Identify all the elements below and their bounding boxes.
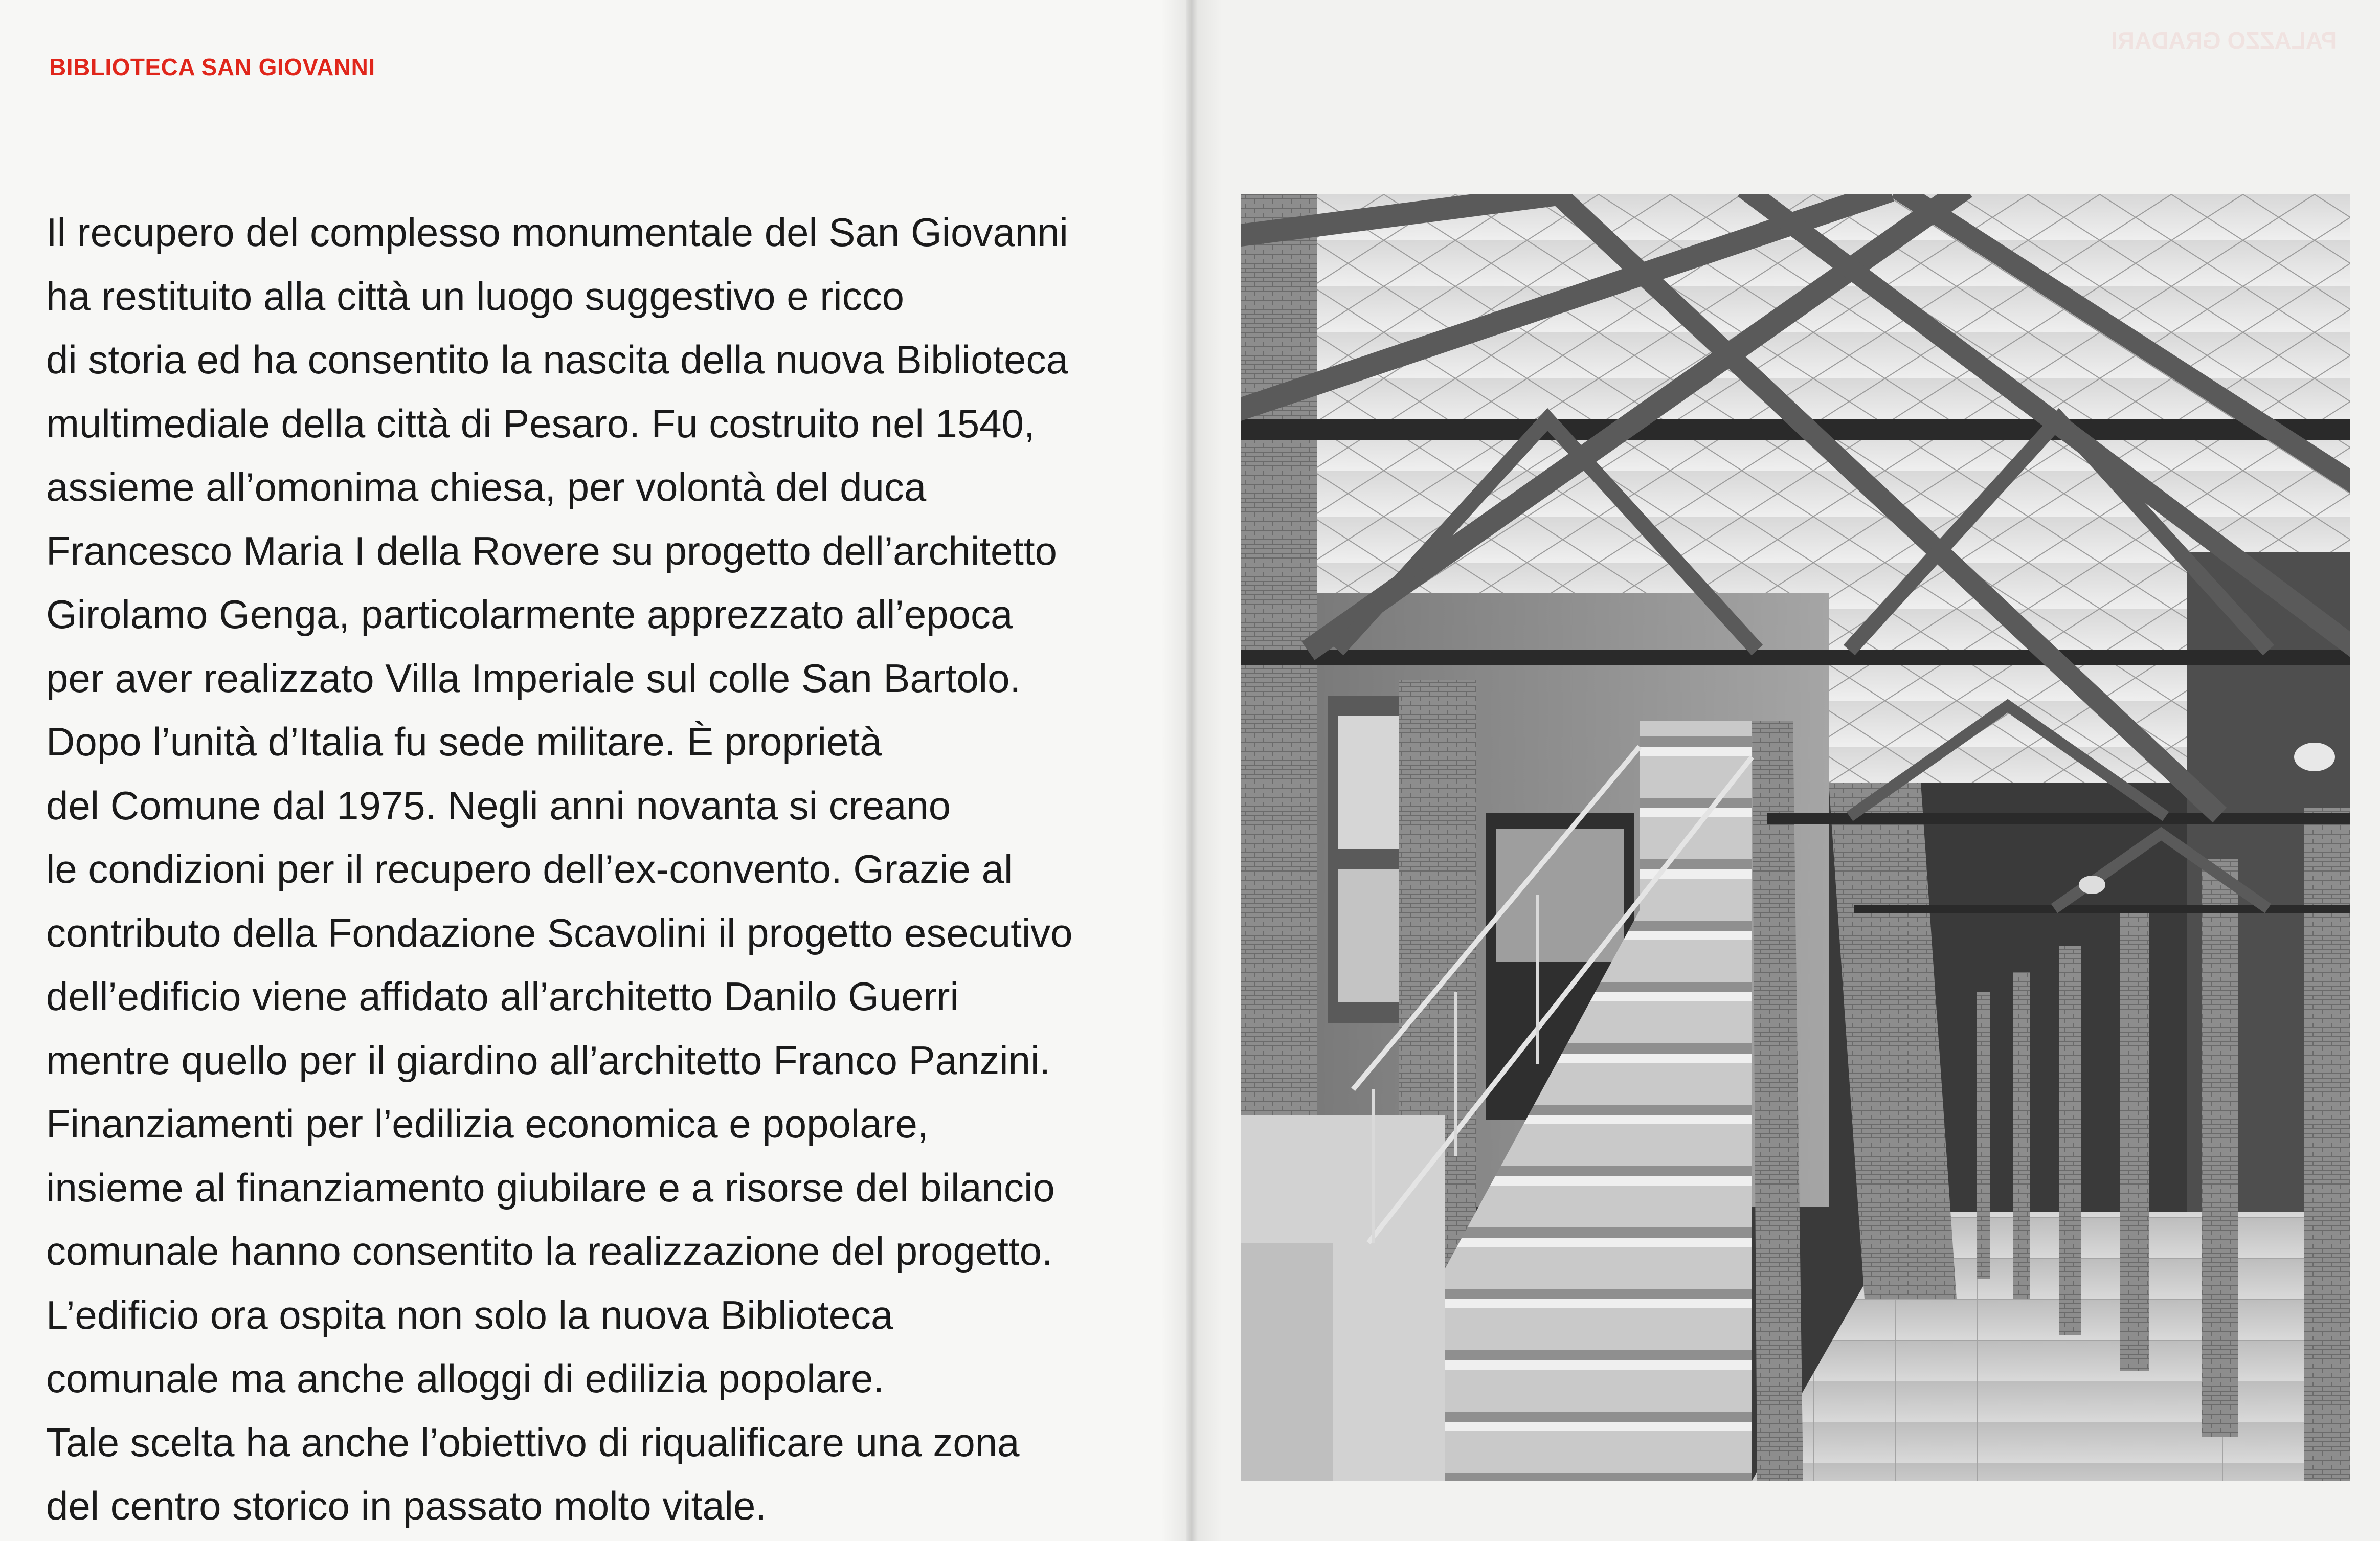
paragraph-line: L’edificio ora ospita non solo la nuova Biblioteca: [46, 1292, 893, 1337]
paragraph-line: le condizioni per il recupero dell’ex-convento. Grazie al: [46, 846, 1013, 891]
paragraph-line: Tale scelta ha anche l’obiettivo di riqualificare una zona: [46, 1419, 1020, 1465]
paragraph-line: contributo della Fondazione Scavolini il progetto esecutivo: [46, 910, 1073, 955]
paragraph-line: ha restituito alla città un luogo suggestivo e ricco: [46, 273, 904, 319]
paragraph-line: del Comune dal 1975. Negli anni novanta si creano: [46, 783, 951, 828]
paragraph-line: Finanziamenti per l’edilizia economica e popolare,: [46, 1101, 929, 1146]
paragraph-line: comunale hanno consentito la realizzazione del progetto.: [46, 1229, 1053, 1274]
paragraph-line: per aver realizzato Villa Imperiale sul colle San Bartolo.: [46, 655, 1021, 701]
left-page: [0, 0, 1186, 1541]
paragraph-line: dell’edificio viene affidato all’architetto Danilo Guerri: [46, 974, 959, 1019]
paragraph-line: insieme al finanziamento giubilare e a risorse del bilancio: [46, 1165, 1055, 1210]
paragraph-line: del centro storico in passato molto vitale.: [46, 1483, 767, 1528]
paragraph-line: di storia ed ha consentito la nascita della nuova Biblioteca: [46, 337, 1068, 382]
paragraph-line: Il recupero del complesso monumentale del San Giovanni: [46, 210, 1068, 255]
paragraph-line: multimediale della città di Pesaro. Fu costruito nel 1540,: [46, 400, 1035, 446]
section-title: BIBLIOTECA SAN GIOVANNI: [49, 54, 375, 80]
paragraph-line: Girolamo Genga, particolarmente apprezzato all’epoca: [46, 592, 1013, 637]
paragraph-line: mentre quello per il giardino all’architetto Franco Panzini.: [46, 1037, 1051, 1083]
paragraph-line: Francesco Maria I della Rovere su progetto dell’architetto: [46, 528, 1057, 573]
paragraph-line: Dopo l’unità d’Italia fu sede militare. È proprietà: [46, 719, 882, 764]
body-paragraph: [46, 200, 1186, 1538]
photo-illustration: [1241, 194, 2350, 1481]
library-interior-photo: [1241, 194, 2350, 1481]
paragraph-line: comunale ma anche alloggi di edilizia popolare.: [46, 1356, 885, 1401]
show-through-header: PALAZZO GRADARI: [2111, 27, 2337, 54]
paragraph-line: assieme all’omonima chiesa, per volontà del duca: [46, 464, 927, 509]
